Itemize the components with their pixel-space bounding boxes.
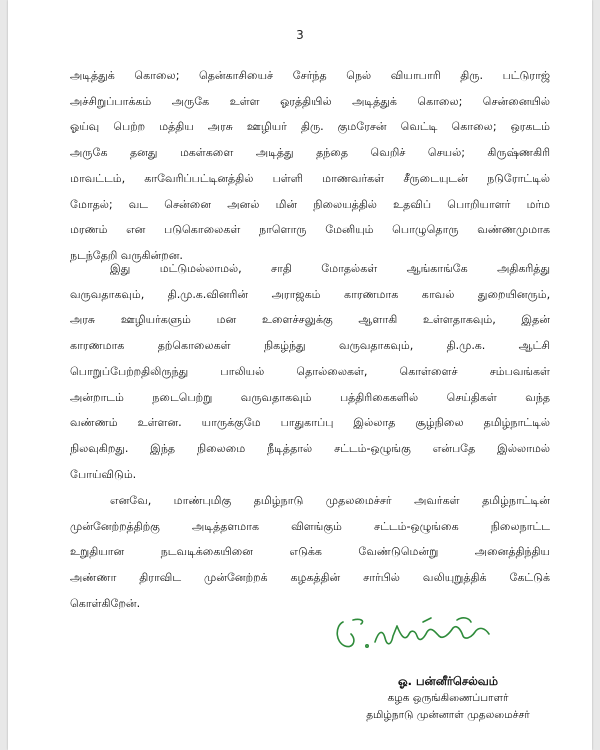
text-line: வருவதாகவும், தி.மு.க.வினரின் அராஜகம் காரணமாக காவல் துறையினரும், [70,287,550,301]
text-line: அரசு ஊழியர்களும் மன உளைச்சலுக்கு ஆளாகி உள்ளதாகவும், இதன் [70,313,550,327]
text-line: மாவட்டம், காவேரிப்பட்டினத்தில் பள்ளி மாணவர்கள் சீருடையுடன் நடுரோட்டில் [70,171,550,185]
text-line: எனவே, மாண்புமிகு தமிழ்நாடு முதலமைச்சர் அவர்கள் தமிழ்நாட்டின் [110,494,550,507]
text-line: அச்சிறுப்பாக்கம் அருகே உள்ள ஓரத்தியில் அடித்துக் கொலை; சென்னையில் [70,94,550,108]
text-line: நடந்தேறி வருகின்றன. [70,248,183,262]
signatory-title: கழக ஒருங்கிணைப்பாளர் [387,692,509,704]
document-page [8,0,592,750]
text-line: மரணம் என படுகொலைகள் நாளொரு மேனியும் பொழுதொரு வண்ணமுமாக [70,223,550,237]
paragraph-3 [70,488,550,617]
text-line: மோதல்; வட சென்னை அனல் மின் நிலையத்தில் உதவிப் பொறியாளர் மர்ம [70,197,550,211]
text-line: போய்விடும். [70,467,137,481]
text-line: நிலவுகிறது. இந்த நிலைமை நீடித்தால் சட்டம்-ஒழுங்கு என்பதே இல்லாமல் [70,441,550,455]
text-line: அண்ணா திராவிட முன்னேற்றக் கழகத்தின் சார்பில் வலியுறுத்திக் கேட்டுக் [70,571,550,585]
paragraph-1 [70,63,550,269]
signatory-name: ஓ. பன்னீர்செல்வம் [397,674,498,688]
text-line: கொள்கிறேன். [70,596,141,610]
text-line: முன்னேற்றத்திற்கு அடித்தளமாக விளங்கும் சட்டம்-ஒழுங்கை நிலைநாட்ட [70,519,550,533]
signature-block [338,672,558,724]
text-line: உறுதியான நடவடிக்கையினை எடுக்க வேண்டுமென்று அனைத்திந்திய [70,545,550,559]
page-number: 3 [296,28,304,42]
handwritten-signature [331,612,501,662]
signatory-former-title: தமிழ்நாடு முன்னாள் முதலமைச்சர் [366,709,530,721]
paragraph-2 [70,256,550,487]
text-line: அன்றாடம் நடைபெற்று வருவதாகவும் பத்திரிகைகளில் செய்திகள் வந்த [70,390,550,404]
text-line: ஓய்வு பெற்ற மத்திய அரசு ஊழியர் திரு. குமரேசன் வெட்டி கொலை; ஒரகடம் [70,120,550,134]
text-line: காரணமாக தற்கொலைகள் நிகழ்ந்து வருவதாகவும், தி.மு.க. ஆட்சி [70,339,550,353]
text-line: இது மட்டுமல்லாமல், சாதி மோதல்கள் ஆங்காங்கே அதிகரித்து [110,262,550,275]
text-line: அருகே தனது மகள்களை அடித்து தந்தை வெறிச் செயல்; கிருஷ்ணகிரி [70,146,550,160]
text-line: பொறுப்பேற்றதிலிருந்து பாலியல் தொல்லைகள், கொள்ளைச் சம்பவங்கள் [70,364,550,378]
text-line: வண்ணம் உள்ளன. யாருக்குமே பாதுகாப்பு இல்லாத சூழ்நிலை தமிழ்நாட்டில் [70,416,550,430]
text-line: அடித்துக் கொலை; தென்காசியைச் சேர்ந்த நெல் வியாபாரி திரு. பட்டுராஜ் [70,69,550,82]
